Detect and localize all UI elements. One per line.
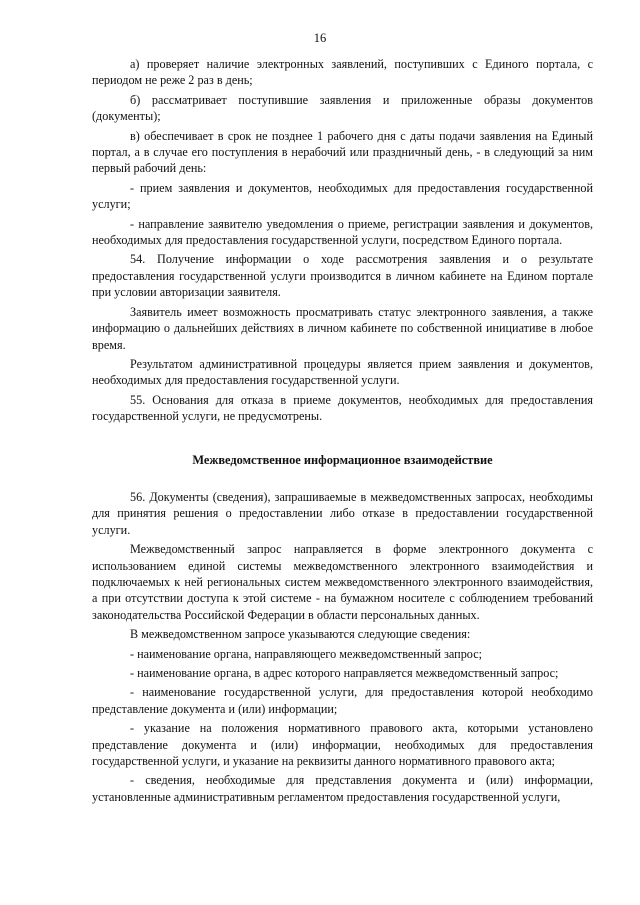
- paragraph: а) проверяет наличие электронных заявлений, поступивших с Единого портала, с периодом не реже 2 раз в день;: [92, 57, 593, 88]
- paragraph: в) обеспечивает в срок не позднее 1 рабочего дня с даты подачи заявления на Единый портал, а в случае его поступления в нерабочий или праздничный день, - в следующий за ним первый рабочий день:: [92, 128, 593, 176]
- paragraph: 56. Документы (сведения), запрашиваемые в межведомственных запросах, необходимы для принятия решения о предоставлении либо отказе в предоставлении государственной услуги.: [92, 489, 593, 537]
- paragraph: - сведения, необходимые для представления документа и (или) информации, установленные административным регламентом предоставления государственной услуги,: [92, 773, 593, 804]
- paragraph: - наименование органа, в адрес которого направляется межведомственный запрос;: [130, 666, 559, 680]
- paragraph: - наименование органа, направляющего межведомственный запрос;: [130, 646, 482, 661]
- document-body: [92, 56, 593, 808]
- page-number: 16: [313, 31, 327, 45]
- paragraph: Межведомственный запрос направляется в форме электронного документа с использованием единой системы межведомственного электронного взаимодействия и подключаемых к ней региональных систем межведомственного электронного взаимодействия, а при отсутствии доступа к этой системе - на бумажном носителе с соблюдением требований законодательства Российской Федерации в области персональных данных.: [92, 542, 593, 622]
- paragraph: 54. Получение информации о ходе рассмотрения заявления и о результате предоставления государственной услуги производится в личном кабинете на Едином портале при условии авторизации заявителя.: [92, 252, 593, 300]
- paragraph: В межведомственном запросе указываются следующие сведения:: [130, 627, 471, 642]
- paragraph: Заявитель имеет возможность просматривать статус электронного заявления, а также информацию о дальнейших действиях в личном кабинете по собственной инициативе в любое время.: [92, 304, 593, 352]
- section-heading: Межведомственное информационное взаимодействие: [192, 452, 493, 467]
- paragraph: 55. Основания для отказа в приеме документов, необходимых для предоставления государственной услуги, не предусмотрены.: [92, 392, 593, 424]
- paragraph: - наименование государственной услуги, для предоставления которой необходимо представление документа и (или) информации;: [92, 685, 593, 716]
- paragraph: - направление заявителю уведомления о приеме, регистрации заявления и документов, необходимых для предоставления государственной услуги, посредством Единого портала.: [92, 216, 593, 248]
- paragraph: Результатом административной процедуры является прием заявления и документов, необходимых для предоставления государственной услуги.: [92, 356, 593, 388]
- paragraph: - прием заявления и документов, необходимых для предоставления государственной услуги;: [92, 180, 593, 212]
- paragraph: б) рассматривает поступившие заявления и приложенные образы документов (документы);: [92, 92, 593, 124]
- paragraph: - указание на положения нормативного правового акта, которыми установлено представление документа и (или) информации, необходимых для предоставления государственной услуги, и указание на реквизиты данного нормативного правового акта;: [92, 721, 593, 769]
